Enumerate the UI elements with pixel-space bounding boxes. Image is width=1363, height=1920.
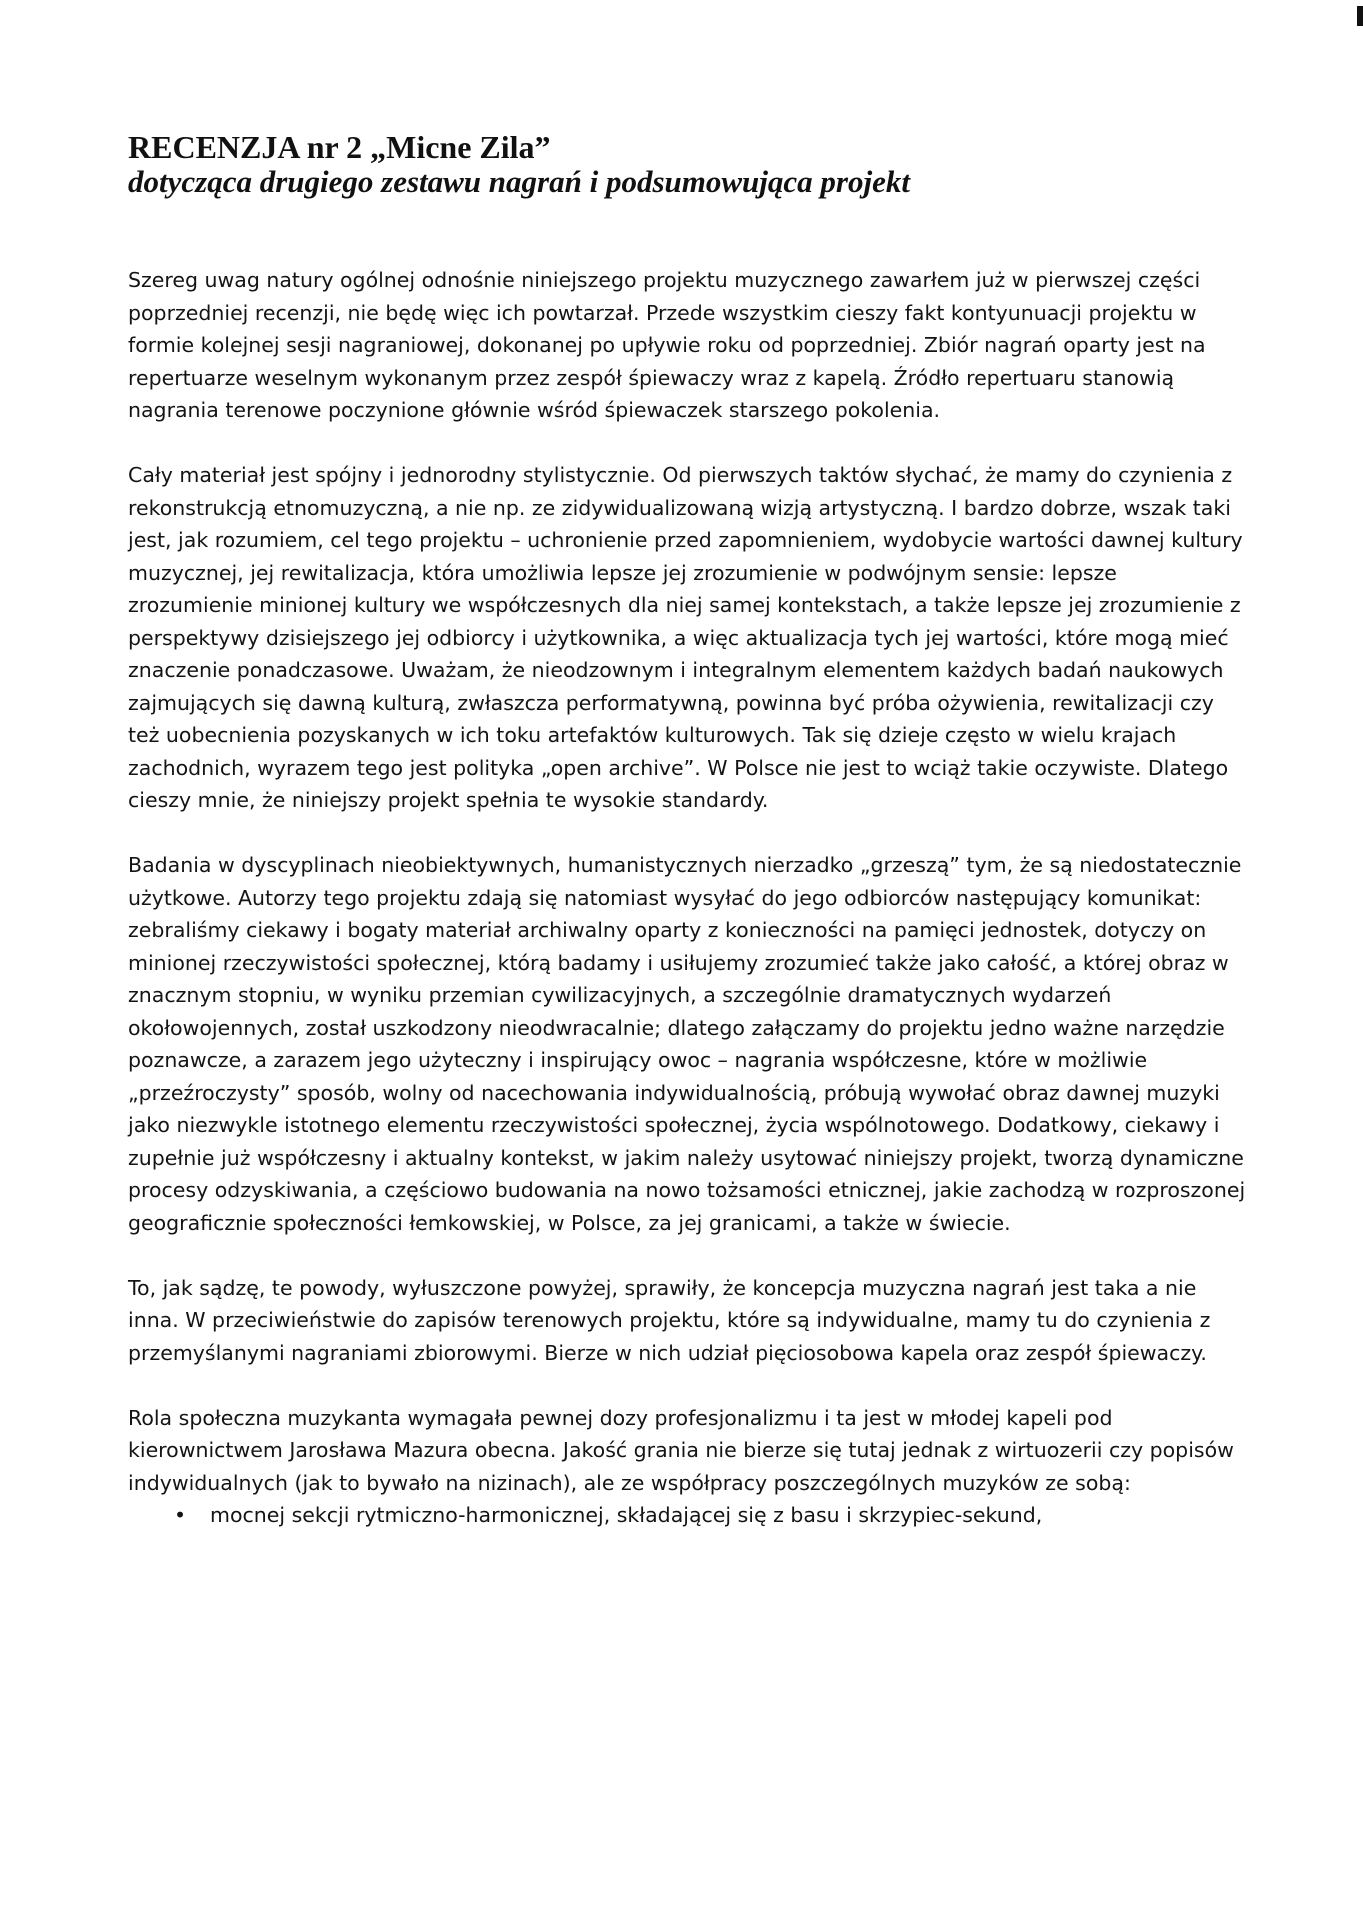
review-title: RECENZJA nr 2 „Micne Zila” (128, 129, 551, 165)
paragraph-musicians: Rola społeczna muzykanta wymagała pewnej dozy profesjonalizmu i ta jest w młodej kapeli pod kierownictwem Jarosława Mazura obecna. Jakość grania nie bierze się tutaj jednak z wirtuozerii czy popisów indywidualnych (jak to bywało na nizinach), ale ze współpracy poszczególnych muzyków ze sobą: (128, 1405, 1234, 1495)
scan-edge-mark (1357, 6, 1363, 26)
paragraph-concept: To, jak sądzę, te powody, wyłuszczone powyżej, sprawiły, że koncepcja muzyczna nagrań jest taka a nie inna. W przeciwieństwie do zapisów terenowych projektu, które są indywidualne, mamy tu do czynienia z przemyślanymi nagraniami zbiorowymi. Bierze w nich udział pięciosobowa kapela oraz zespół śpiewaczy. (128, 1275, 1211, 1365)
review-subtitle: dotycząca drugiego zestawu nagrań i podsumowująca projekt (128, 164, 910, 199)
paragraph-intro: Szereg uwag natury ogólnej odnośnie niniejszego projektu muzycznego zawarłem już w pierwszej części poprzedniej recenzji, nie będę więc ich powtarzał. Przede wszystkim cieszy fakt kontyunuacji projektu w formie kolejnej sesji nagraniowej, dokonanej po upływie roku od poprzedniej. Zbiór nagrań oparty jest na repertuarze weselnym wykonanym przez zespół śpiewaczy wraz z kapelą. Źródło repertuaru stanowią nagrania terenowe poczynione głównie wśród śpiewaczek starszego pokolenia. (128, 268, 1206, 422)
list-item (128, 1499, 1248, 1532)
paragraph-material: Cały materiał jest spójny i jednorodny stylistycznie. Od pierwszych taktów słychać, że mamy do czynienia z rekonstrukcją etnomuzyczną, a nie np. ze zidywidualizowaną wizją artystyczną. I bardzo dobrze, wszak taki jest, jak rozumiem, cel tego projektu – uchronienie przed zapomnieniem, wydobycie wartości dawnej kultury muzycznej, jej rewitalizacja, która umożliwia lepsze jej zrozumienie w podwójnym sensie: lepsze zrozumienie minionej kultury we współczesnych dla niej samej kontekstach, a także lepsze jej zrozumienie z perspektywy dzisiejszego jej odbiorcy i użytkownika, a więc aktualizacja tych jej wartości, które mogą mieć znaczenie ponadczasowe. Uważam, że nieodzownym i integralnym elementem każdych badań naukowych zajmujących się dawną kulturą, zwłaszcza performatywną, powinna być próba ożywienia, rewitalizacji czy też uobecnienia pozyskanych w ich toku artefaktów kulturowych. Tak się dzieje często w wielu krajach zachodnich, wyrazem tego jest polityka „open archive”. W Polsce nie jest to wciąż takie oczywiste. Dlatego cieszy mnie, że niniejszy projekt spełnia te wysokie standardy. (128, 463, 1243, 812)
review-body (128, 264, 1248, 1532)
list-item-text: mocnej sekcji rytmiczno-harmonicznej, składającej się z basu i skrzypiec-sekund, (210, 1503, 1043, 1527)
bullet-list (128, 1499, 1248, 1532)
bullet-icon: • (174, 1503, 187, 1527)
paragraph-research: Badania w dyscyplinach nieobiektywnych, humanistycznych nierzadko „grzeszą” tym, że są niedostatecznie użytkowe. Autorzy tego projektu zdają się natomiast wysyłać do jego odbiorców następujący komunikat: zebraliśmy ciekawy i bogaty materiał archiwalny oparty z konieczności na pamięci jednostek, dotyczy on minionej rzeczywistości społecznej, którą badamy i usiłujemy zrozumieć także jako całość, a której obraz w znacznym stopniu, w wyniku przemian cywilizacyjnych, a szczególnie dramatycznych wydarzeń okołowojennych, został uszkodzony nieodwracalnie; dlatego załączamy do projektu jedno ważne narzędzie poznawcze, a zarazem jego użyteczny i inspirujący owoc – nagrania współczesne, które w możliwie „przeźroczysty” sposób, wolny od nacechowania indywidualnością, próbują wywołać obraz dawnej muzyki jako niezwykle istotnego elementu rzeczywistości społecznej, życia wspólnotowego. Dodatkowy, ciekawy i zupełnie już współczesny i aktualny kontekst, w jakim należy usytować niniejszy projekt, tworzą dynamiczne procesy odzyskiwania, a częściowo budowania na nowo tożsamości etnicznej, jakie zachodzą w rozproszonej geograficznie społeczności łemkowskiej, w Polsce, za jej granicami, a także w świecie. (128, 853, 1246, 1235)
